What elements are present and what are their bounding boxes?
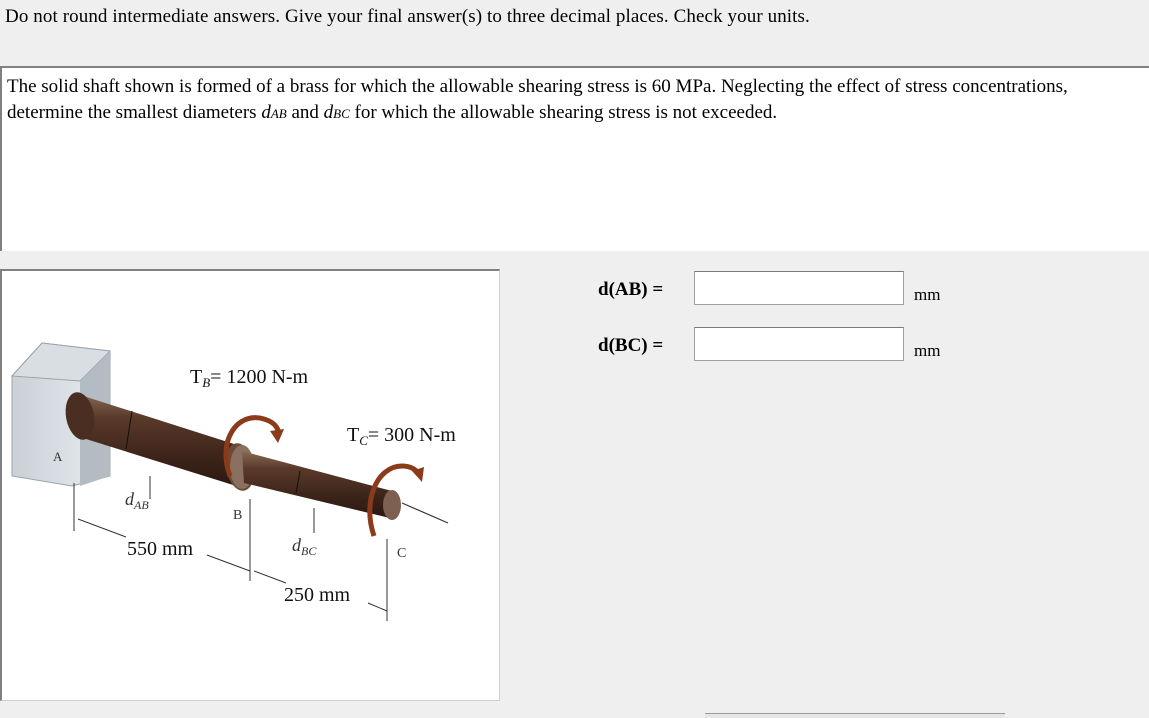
length-ab-label: 550 mm — [127, 538, 194, 560]
answer-label-dbc: d(BC) = — [598, 335, 664, 356]
point-a-label: A — [53, 449, 63, 464]
problem-statement — [7, 74, 1119, 127]
answer-label-dab: d(AB) = — [598, 279, 664, 300]
dbc-label: $d_{BC}$ — [292, 535, 317, 558]
problem-statement-box — [0, 66, 1149, 251]
dimension-bc — [254, 539, 387, 621]
shaft-figure — [0, 269, 500, 701]
point-b-label: B — [233, 508, 243, 523]
answer-unit-dab: mm — [914, 285, 941, 304]
symbol-d-ab: dAB — [261, 102, 287, 123]
problem-text-and: and — [286, 102, 324, 123]
problem-text-part2: for which the allowable shearing stress is not exceeded. — [349, 102, 778, 123]
bottom-control-edge — [705, 713, 1005, 718]
dimension-ab — [74, 483, 250, 581]
instructions-text: Do not round intermediate answers. Give your final answer(s) to three decimal places. Check your units. — [5, 6, 810, 27]
shaft-diagram — [2, 271, 500, 701]
length-bc-label: 250 mm — [284, 584, 351, 606]
symbol-d-bc: dBC — [323, 102, 350, 123]
answer-unit-dbc: mm — [914, 341, 941, 360]
dab-label: $d_{AB}$ — [125, 489, 149, 512]
torque-c-label: $T_C= 300$ N-m — [347, 424, 456, 448]
dbc-answer-input[interactable] — [694, 327, 904, 361]
shaft-axis-line — [402, 503, 448, 523]
point-c-label: C — [397, 546, 407, 561]
torque-b-label: $T_B= 1200$ N-m — [190, 366, 309, 390]
dab-answer-input[interactable] — [694, 271, 904, 305]
problem-text-part1: The solid shaft shown is formed of a brass for which the allowable shearing stress is 60 MPa. Neglecting the effect of stress concentrations, determine the smallest diameters — [7, 76, 1068, 123]
